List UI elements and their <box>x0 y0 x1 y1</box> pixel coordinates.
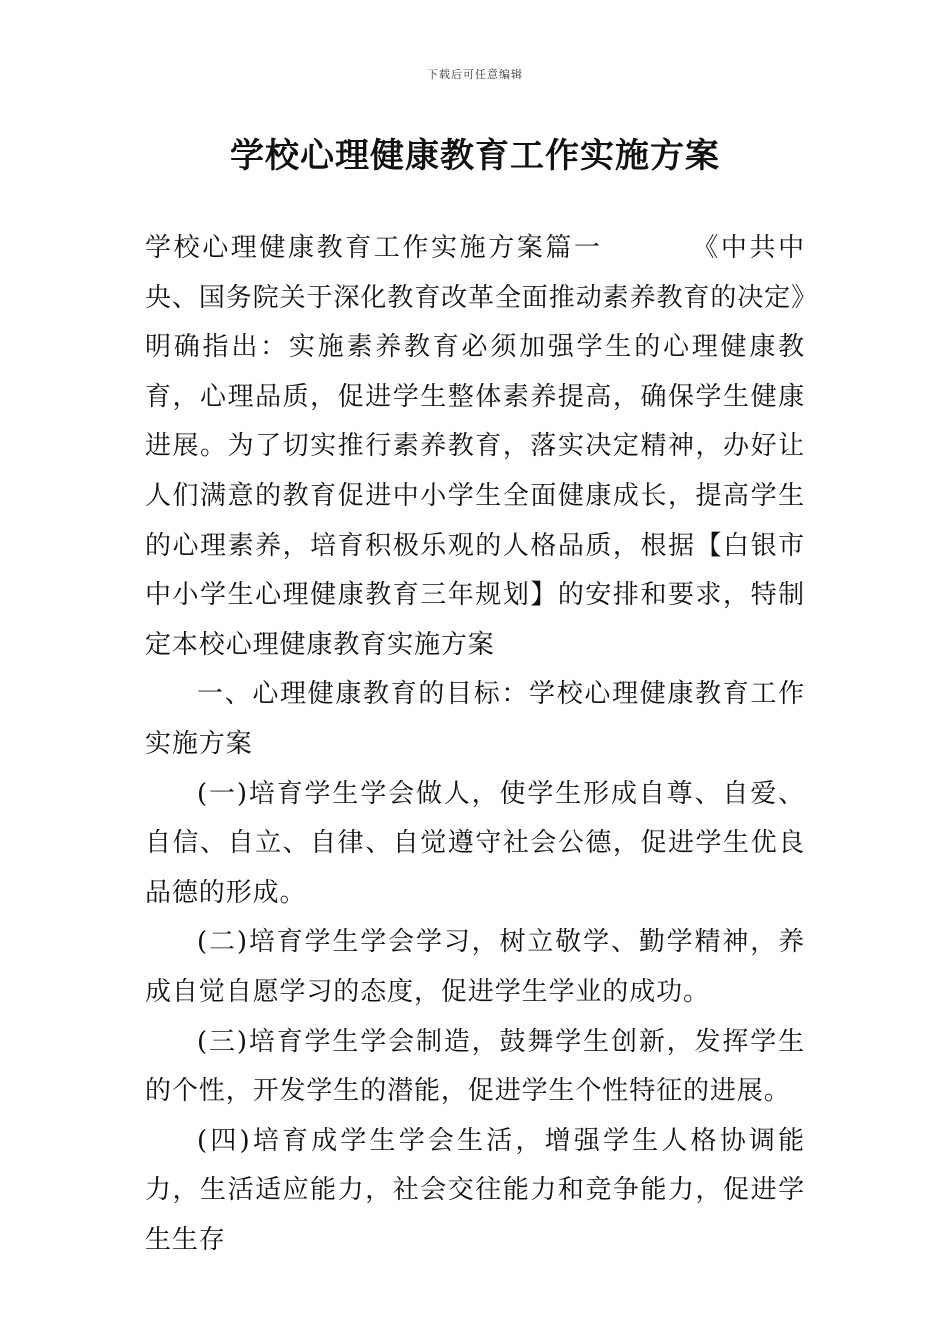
document-title: 学校心理健康教育工作实施方案 <box>230 136 720 176</box>
page-header-note: 下载后可任意编辑 <box>427 68 523 81</box>
paragraph-intro <box>145 224 805 670</box>
document-body <box>145 224 805 1265</box>
paragraph-goal-3: (三)培育学生学会制造，鼓舞学生创新，发挥学生的个性，开发学生的潜能，促进学生个性特征的进展。 <box>145 1026 805 1107</box>
paragraph-goal-2: (二)培育学生学会学习，树立敬学、勤学精神，养成自觉自愿学习的态度，促进学生学业的成功。 <box>145 927 805 1007</box>
paragraph-goal-heading: 一、心理健康教育的目标：学校心理健康教育工作实施方案 <box>145 679 805 759</box>
paragraph-goal-1: (一)培育学生学会做人，使学生形成自尊、自爱、自信、自立、自律、自觉遵守社会公德，促进学生优良品德的形成。 <box>145 778 805 908</box>
paragraph-goal-4: (四)培育成学生学会生活，增强学生人格协调能力，生活适应能力，社会交往能力和竞争能力，促进学生生存 <box>145 1125 805 1255</box>
intro-lead: 学校心理健康教育工作实施方案篇一 <box>145 233 603 263</box>
intro-text: 《中共中央、国务院关于深化教育改革全面推动素养教育的决定》明确指出：实施素养教育必须加强学生的心理健康教育，心理品质，促进学生整体素养提高，确保学生健康进展。为了切实推行素养教育，落实决定精神，办好让人们满意的教育促进中小学生全面健康成长，提高学生的心理素养，培育积极乐观的人格品质，根据【白银市中小学生心理健康教育三年规划】的安排和要求，特制定本校心理健康教育实施方案 <box>145 233 805 660</box>
